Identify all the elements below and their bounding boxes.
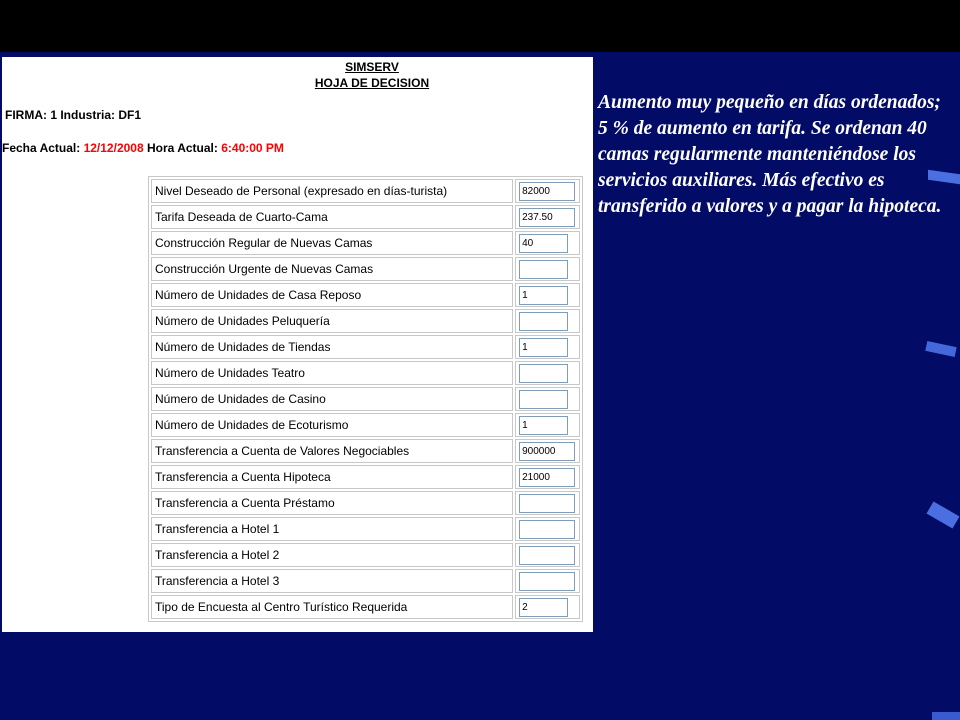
field-input[interactable] [519,494,575,513]
form-row [151,517,580,541]
field-label: Nivel Deseado de Personal (expresado en días-turista) [151,179,513,203]
field-input[interactable] [519,312,568,331]
field-input[interactable]: 2 [519,598,568,617]
field-label: Transferencia a Hotel 2 [151,543,513,567]
field-label: Transferencia a Hotel 1 [151,517,513,541]
field-cell [515,517,580,541]
form-row [151,387,580,411]
form-row [151,179,580,203]
field-input[interactable] [519,546,575,565]
field-cell [515,309,580,333]
form-row [151,543,580,567]
form-row [151,205,580,229]
field-input[interactable] [519,364,568,383]
decision-form [148,176,583,622]
date-time-line [2,141,284,155]
field-input[interactable] [519,260,568,279]
fecha-value: 12/12/2008 [83,141,144,155]
form-row [151,335,580,359]
field-label: Transferencia a Cuenta de Valores Negociables [151,439,513,463]
field-cell [515,387,580,411]
field-input[interactable]: 237.50 [519,208,575,227]
field-label: Número de Unidades de Tiendas [151,335,513,359]
field-cell [515,439,580,463]
field-input[interactable] [519,572,575,591]
app-title: SIMSERV [345,60,399,74]
field-label: Tipo de Encuesta al Centro Turístico Requerida [151,595,513,619]
field-cell [515,283,580,307]
field-label: Transferencia a Cuenta Hipoteca [151,465,513,489]
field-label: Número de Unidades Peluquería [151,309,513,333]
hora-value: 6:40:00 PM [221,141,284,155]
field-input[interactable]: 1 [519,416,568,435]
explanation-note: Aumento muy pequeño en días ordenados; 5 % de aumento en tarifa. Se ordenan 40 camas regularmente manteniéndose los servicios auxiliares. Más efectivo es transferido a valores y a pagar la hipoteca. [598,92,942,217]
decor-stripe [925,341,956,357]
sheet-title: HOJA DE DECISION [314,76,430,90]
form-row [151,283,580,307]
form-row [151,361,580,385]
field-input[interactable]: 1 [519,338,568,357]
field-cell [515,543,580,567]
form-row [151,257,580,281]
field-label: Número de Unidades Teatro [151,361,513,385]
fecha-label: Fecha Actual: [2,141,84,155]
form-row [151,491,580,515]
field-cell [515,257,580,281]
field-input[interactable]: 21000 [519,468,575,487]
field-cell [515,361,580,385]
top-bar [0,0,960,52]
form-row [151,231,580,255]
form-row [151,309,580,333]
field-label: Transferencia a Hotel 3 [151,569,513,593]
field-input[interactable] [519,520,575,539]
field-label: Transferencia a Cuenta Préstamo [151,491,513,515]
form-row [151,595,580,619]
field-cell [515,179,580,203]
field-cell [515,569,580,593]
hora-label: Hora Actual: [143,141,222,155]
field-cell [515,231,580,255]
decision-sheet-screenshot [2,57,593,632]
field-cell [515,413,580,437]
field-label: Número de Unidades de Ecoturismo [151,413,513,437]
firma-label: FIRMA: 1 Industria: DF1 [5,108,142,122]
field-input[interactable] [519,390,568,409]
field-cell [515,595,580,619]
field-label: Número de Unidades de Casino [151,387,513,411]
form-row [151,439,580,463]
form-row [151,465,580,489]
field-input[interactable]: 900000 [519,442,575,461]
decor-stripe [932,712,960,720]
field-cell [515,491,580,515]
field-label: Tarifa Deseada de Cuarto-Cama [151,205,513,229]
field-cell [515,335,580,359]
field-label: Construcción Regular de Nuevas Camas [151,231,513,255]
field-input[interactable]: 82000 [519,182,575,201]
field-cell [515,205,580,229]
form-row [151,413,580,437]
form-row [151,569,580,593]
field-input[interactable]: 1 [519,286,568,305]
field-input[interactable]: 40 [519,234,568,253]
field-label: Número de Unidades de Casa Reposo [151,283,513,307]
decor-stripe [927,501,960,528]
field-label: Construcción Urgente de Nuevas Camas [151,257,513,281]
field-cell [515,465,580,489]
